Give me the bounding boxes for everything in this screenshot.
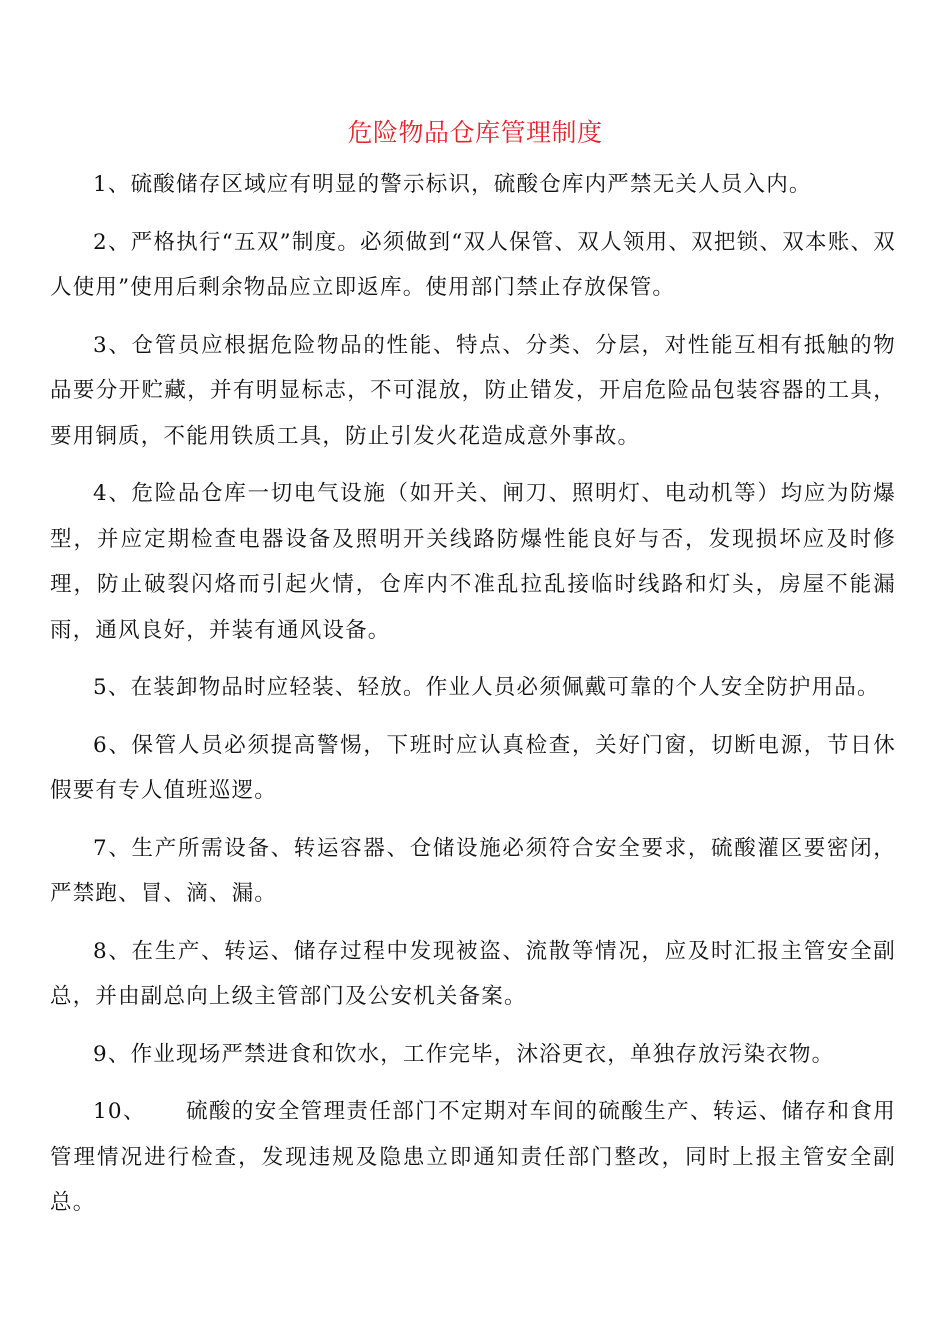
clause-number: 3、	[93, 332, 132, 358]
clause-number: 9、	[93, 1041, 131, 1067]
clause-text: 生产所需设备、转运容器、仓储设施必须符合安全要求，硫酸灌区要密闭，严禁跑、冒、滴、漏。	[50, 835, 896, 906]
clause-text: 保管人员必须提高警惕，下班时应认真检查，关好门窗，切断电源，节日休假要有专人值班巡逻。	[50, 732, 896, 803]
clause-number: 7、	[93, 835, 132, 861]
clause-number: 6、	[93, 732, 132, 758]
clause-3	[50, 323, 896, 460]
clause-6	[50, 723, 896, 814]
clause-text: 在装卸物品时应轻装、轻放。作业人员必须佩戴可靠的个人安全防护用品。	[130, 675, 880, 700]
clause-number: 5、	[93, 675, 131, 700]
clause-text: 硫酸的安全管理责任部门不定期对车间的硫酸生产、转运、储存和食用管理情况进行检查，发现违规及隐患立即通知责任部门整改，同时上报主管安全副总。	[50, 1099, 896, 1215]
clause-text: 作业现场严禁进食和饮水，工作完毕，沐浴更衣，单独存放污染衣物。	[130, 1041, 835, 1067]
clause-text: 在生产、转运、储存过程中发现被盗、流散等情况，应及时汇报主管安全副总，并由副总向上级主管部门及公安机关备案。	[50, 938, 896, 1009]
clause-10	[50, 1089, 896, 1226]
clause-number: 1、	[93, 172, 131, 197]
clause-number: 2、	[93, 229, 131, 255]
clause-number: 10、	[93, 1099, 146, 1124]
clause-text: 危险品仓库一切电气设施（如开关、闸刀、照明灯、电动机等）均应为防爆型，并应定期检查电器设备及照明开关线路防爆性能良好与否，发现损坏应及时修理，防止破裂闪烙而引起火情，仓库内不准乱拉乱接临时线路和灯头，房屋不能漏雨，通风良好，并装有通风设备。	[50, 481, 896, 643]
clause-8	[50, 929, 896, 1020]
clause-7	[50, 826, 896, 917]
document-body	[50, 162, 896, 1238]
clause-4	[50, 471, 896, 653]
clause-2	[50, 220, 896, 311]
clause-5	[50, 665, 896, 711]
clause-text: 硫酸储存区域应有明显的警示标识，硫酸仓库内严禁无关人员入内。	[130, 172, 812, 197]
clause-number: 4、	[93, 481, 132, 506]
clause-1	[50, 162, 896, 208]
clause-text: 严格执行“五双”制度。必须做到“双人保管、双人领用、双把锁、双本账、双人使用”使用后剩余物品应立即返库。使用部门禁止存放保管。	[50, 229, 896, 300]
clause-text: 仓管员应根据危险物品的性能、特点、分类、分层，对性能互相有抵触的物品要分开贮藏，并有明显标志，不可混放，防止错发，开启危险品包装容器的工具，要用铜质，不能用铁质工具，防止引发火花造成意外事故。	[50, 332, 896, 449]
document-title: 危险物品仓库管理制度	[347, 118, 603, 147]
clause-number: 8、	[93, 938, 132, 964]
clause-9	[50, 1032, 896, 1078]
